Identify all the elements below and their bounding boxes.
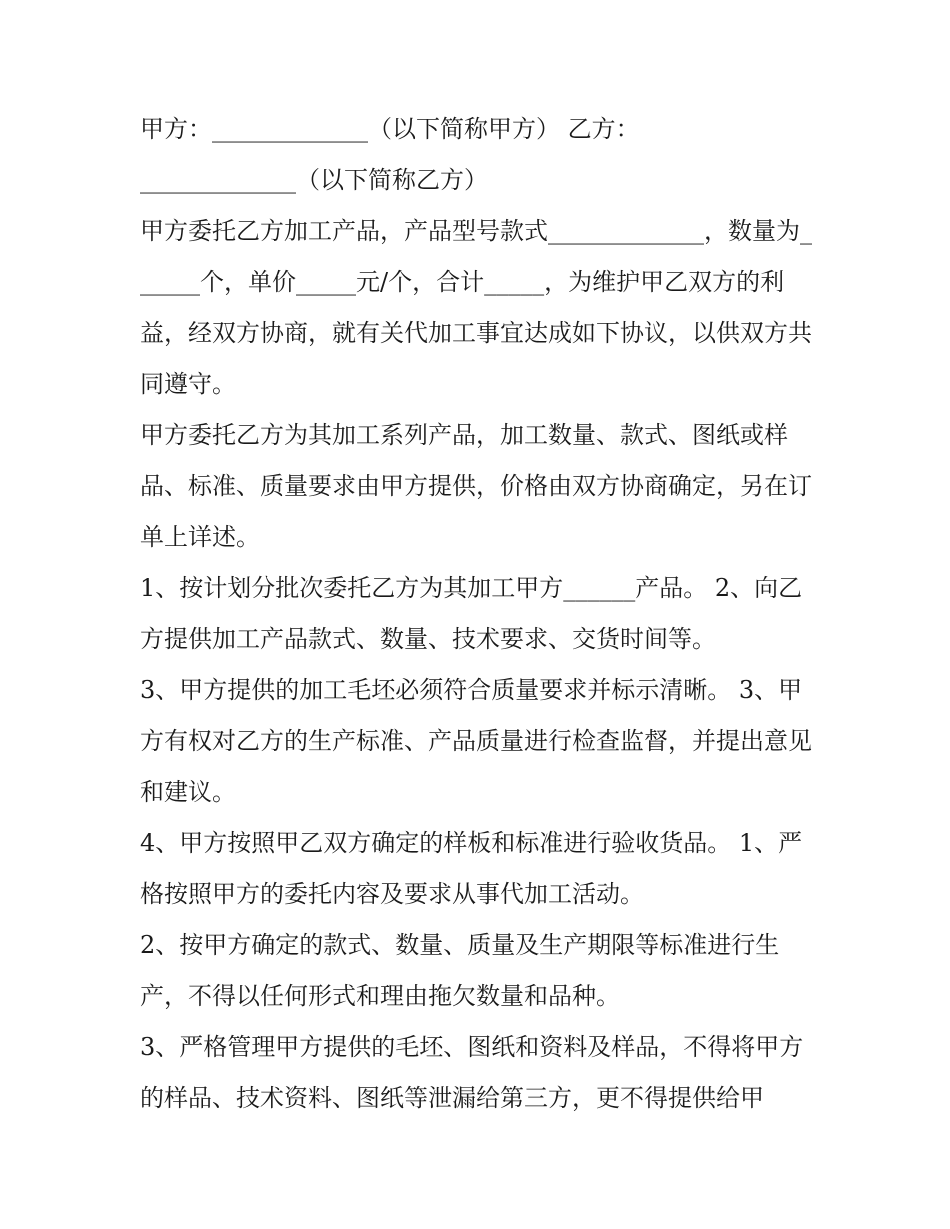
clause-paragraph: 1、按计划分批次委托乙方为其加工甲方______产品。 2、向乙方提供加工产品款式、数量、技术要求、交货时间等。: [140, 574, 803, 653]
clause-paragraph: 3、严格管理甲方提供的毛坯、图纸和资料及样品，不得将甲方的样品、技术资料、图纸等泄漏给第三方，更不得提供给甲: [140, 1033, 804, 1112]
document-body: [140, 104, 820, 1124]
processing-scope-paragraph: 甲方委托乙方为其加工系列产品，加工数量、款式、图纸或样品、标准、质量要求由甲方提供，价格由双方协商确定，另在订单上详述。: [140, 421, 812, 551]
clause-paragraph: 2、按甲方确定的款式、数量、质量及生产期限等标准进行生产，不得以任何形式和理由拖欠数量和品种。: [140, 931, 780, 1010]
clause-paragraph: 3、甲方提供的加工毛坯必须符合质量要求并标示清晰。 3、甲方有权对乙方的生产标准、产品质量进行检查监督，并提出意见和建议。: [140, 676, 812, 806]
clause-paragraph: 4、甲方按照甲乙双方确定的样板和标准进行验收货品。 1、严格按照甲方的委托内容及要求从事代加工活动。: [140, 829, 803, 908]
party-b-line: _____________（以下简称乙方）: [140, 166, 488, 194]
agreement-intro-paragraph: 甲方委托乙方加工产品，产品型号款式_____________，数量为______个，单价_____元/个，合计_____，为维护甲乙双方的利益，经双方协商，就有关代加工事宜达成如下协议，以供双方共同遵守。: [140, 217, 812, 398]
party-a-line: 甲方：_____________（以下简称甲方） 乙方：: [140, 115, 640, 143]
